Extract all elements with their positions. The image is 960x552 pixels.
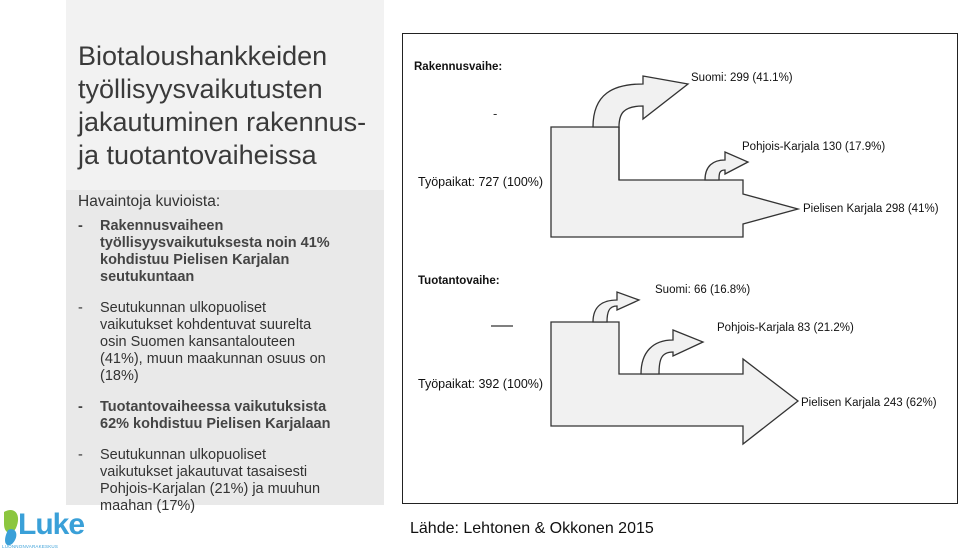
slide-title [78,40,378,172]
observation-line: maahan (17%) [100,498,196,514]
production-suomi-arrow [593,292,639,322]
production-pk-arrow [641,330,703,374]
production-heading: Tuotantovaihe: [418,275,500,287]
observation-line: (41%), muun maakunnan osuus on [100,351,326,367]
observation-line: - Seutukunnan ulkopuoliset [100,447,267,463]
construction-arrows [551,76,798,237]
observation-line: - Seutukunnan ulkopuoliset [100,300,267,316]
production-arrows [551,292,798,444]
sankey-svg [403,34,959,505]
construction-heading: Rakennusvaihe: [414,61,503,73]
production-pielinen-label: Pielisen Karjala 243 (62%) [801,397,937,409]
observation-line: 62% kohdistuu Pielisen Karjalaan [100,416,331,432]
observation-item [78,218,378,286]
observation-line: vaikutukset jakautuvat tasaisesti [100,464,308,480]
observation-line: - Tuotantovaiheessa vaikutuksista [100,399,327,415]
observation-item [78,447,378,515]
title-line: ja tuotantovaiheissa [78,140,317,170]
construction-total: Työpaikat: 727 (100%) [418,175,544,189]
construction-pielinen-label: Pielisen Karjala 298 (41%) [803,203,939,215]
title-line: työllisyysvaikutusten [78,74,323,104]
observation-line: vaikutukset kohdentuvat suurelta [100,317,312,333]
title-line: Biotaloushankkeiden [78,41,328,71]
observation-line: - Rakennusvaiheen [100,218,224,234]
title-line: jakautuminen rakennus- [78,107,367,137]
sankey-diagram [402,33,958,504]
observation-line: Pohjois-Karjalan (21%) ja muuhun [100,481,321,497]
observation-line: osin Suomen kansantalouteen [100,334,296,350]
construction-dash: - [493,106,498,121]
construction-pk-arrow [705,152,748,180]
luke-logo: Luke [18,508,85,541]
observation-item [78,300,378,385]
observation-line: seutukuntaan [100,269,195,285]
source-citation: Lähde: Lehtonen & Okkonen 2015 [410,520,654,537]
observation-item [78,399,378,433]
production-total: Työpaikat: 392 (100%) [418,377,544,391]
observation-line: (18%) [100,368,139,384]
construction-pk-label: Pohjois-Karjala 130 (17.9%) [742,141,886,153]
production-pk-label: Pohjois-Karjala 83 (21.2%) [717,322,854,334]
observations-list [78,218,378,529]
construction-suomi-arrow [593,76,688,127]
observations-title: Havaintoja kuvioista: [78,193,221,210]
luke-logo-subtitle: LUONNONVARAKESKUS [2,544,59,549]
observation-line: työllisyysvaikutuksesta noin 41% [100,235,330,251]
observation-line: kohdistuu Pielisen Karjalan [100,252,290,268]
production-suomi-label: Suomi: 66 (16.8%) [655,284,751,296]
construction-suomi-label: Suomi: 299 (41.1%) [691,72,793,84]
